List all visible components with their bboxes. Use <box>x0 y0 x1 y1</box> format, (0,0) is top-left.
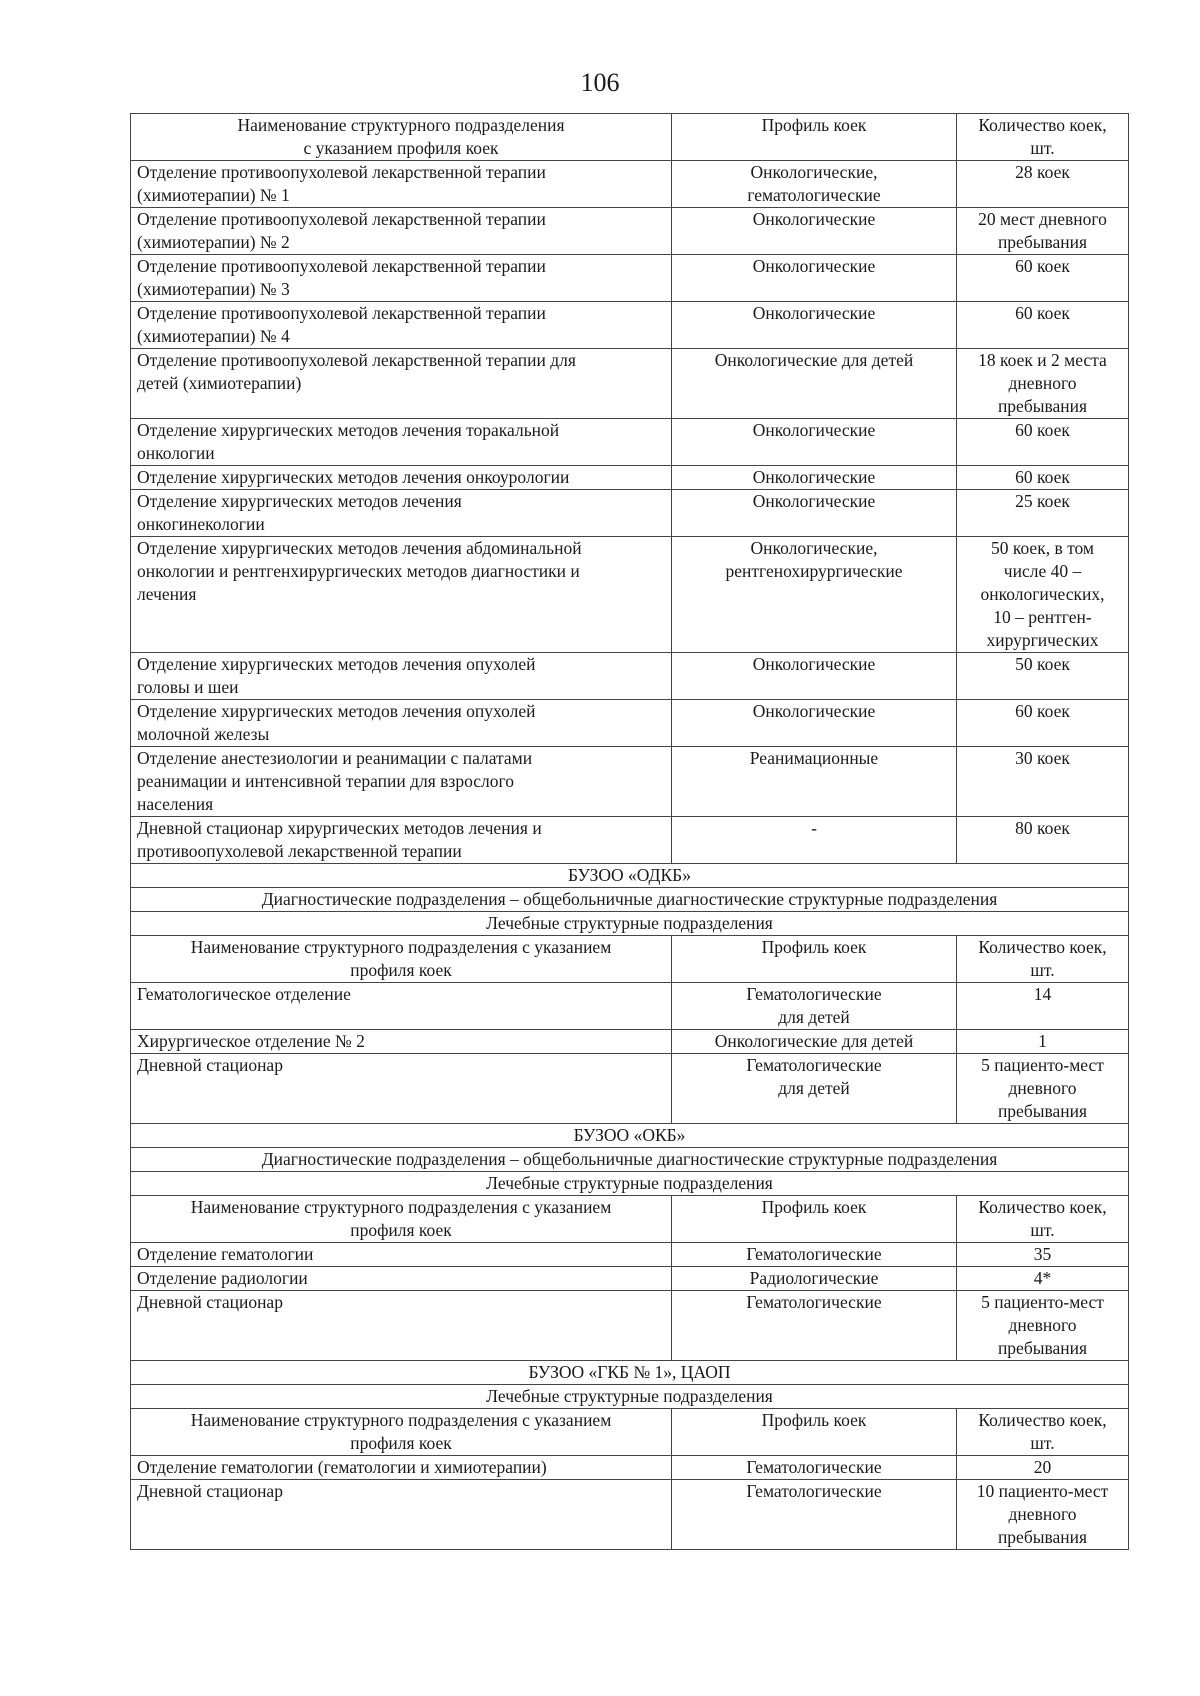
bed-count-cell: 60 коек <box>957 466 1129 490</box>
bed-count-cell: 5 пациенто-мест дневного пребывания <box>957 1054 1129 1124</box>
bed-profile-cell: Гематологические для детей <box>672 983 957 1030</box>
treatment-units-title-row <box>131 912 1129 936</box>
bed-profile-cell: Гематологические <box>672 1456 957 1480</box>
bed-count-cell: 4* <box>957 1267 1129 1291</box>
bed-profile-cell: Радиологические <box>672 1267 957 1291</box>
bed-count-cell: 60 коек <box>957 419 1129 466</box>
department-name-cell: Отделение противоопухолевой лекарственной терапии (химиотерапии) № 1 <box>131 161 672 208</box>
table-row <box>131 1291 1129 1361</box>
table-row <box>131 255 1129 302</box>
table-row <box>131 537 1129 653</box>
table-row <box>131 1480 1129 1550</box>
department-name-cell: Отделение противоопухолевой лекарственной терапии (химиотерапии) № 3 <box>131 255 672 302</box>
department-name-cell: Отделение радиологии <box>131 1267 672 1291</box>
bed-count-cell: 35 <box>957 1243 1129 1267</box>
bed-profile-cell: Гематологические <box>672 1243 957 1267</box>
department-name-cell: Отделение противоопухолевой лекарственной терапии (химиотерапии) № 4 <box>131 302 672 349</box>
organization-title: БУЗОО «ОДКБ» <box>131 864 1129 888</box>
department-name-cell: Отделение хирургических методов лечения онкогинекологии <box>131 490 672 537</box>
bed-profile-cell: Онкологические <box>672 466 957 490</box>
table-row <box>131 1267 1129 1291</box>
bed-profile-cell: Онкологические <box>672 208 957 255</box>
table-row <box>131 817 1129 864</box>
department-name-cell: Дневной стационар хирургических методов лечения и противоопухолевой лекарственной терапии <box>131 817 672 864</box>
table-row <box>131 1243 1129 1267</box>
bed-profile-cell: Онкологические <box>672 255 957 302</box>
bed-count-cell: 5 пациенто-мест дневного пребывания <box>957 1291 1129 1361</box>
table-header-row <box>131 936 1129 983</box>
treatment-units-title: Лечебные структурные подразделения <box>131 1172 1129 1196</box>
bed-count-cell: 50 коек <box>957 653 1129 700</box>
bed-profile-cell: Онкологические <box>672 653 957 700</box>
table-header-row <box>131 1409 1129 1456</box>
table-row <box>131 747 1129 817</box>
treatment-units-title-row <box>131 1172 1129 1196</box>
table-row <box>131 208 1129 255</box>
department-name-cell: Отделение хирургических методов лечения торакальной онкологии <box>131 419 672 466</box>
bed-count-cell: 18 коек и 2 места дневного пребывания <box>957 349 1129 419</box>
header-name-cell: Наименование структурного подразделения с указанием профиля коек <box>131 1196 672 1243</box>
department-name-cell: Отделение гематологии (гематологии и химиотерапии) <box>131 1456 672 1480</box>
department-name-cell: Дневной стационар <box>131 1480 672 1550</box>
bed-count-cell: 1 <box>957 1030 1129 1054</box>
department-name-cell: Отделение хирургических методов лечения онкоурологии <box>131 466 672 490</box>
bed-count-cell: 30 коек <box>957 747 1129 817</box>
bed-profile-cell: Гематологические <box>672 1480 957 1550</box>
bed-count-cell: 80 коек <box>957 817 1129 864</box>
diagnostic-units-title: Диагностические подразделения – общебольничные диагностические структурные подразделения <box>131 888 1129 912</box>
bed-profile-cell: Онкологические <box>672 490 957 537</box>
treatment-units-title: Лечебные структурные подразделения <box>131 1385 1129 1409</box>
header-profile-cell: Профиль коек <box>672 1409 957 1456</box>
table-row <box>131 419 1129 466</box>
table-row <box>131 490 1129 537</box>
organization-title-row <box>131 1361 1129 1385</box>
header-count-cell: Количество коек, шт. <box>957 936 1129 983</box>
organization-title: БУЗОО «ОКБ» <box>131 1124 1129 1148</box>
header-count-cell: Количество коек, шт. <box>957 1409 1129 1456</box>
header-profile-cell: Профиль коек <box>672 936 957 983</box>
bed-count-cell: 20 мест дневного пребывания <box>957 208 1129 255</box>
department-name-cell: Дневной стационар <box>131 1291 672 1361</box>
department-name-cell: Отделение анестезиологии и реанимации с палатами реанимации и интенсивной терапии для взрослого населения <box>131 747 672 817</box>
department-name-cell: Отделение гематологии <box>131 1243 672 1267</box>
diagnostic-units-title-row <box>131 1148 1129 1172</box>
table-row <box>131 1030 1129 1054</box>
department-name-cell: Отделение противоопухолевой лекарственной терапии для детей (химиотерапии) <box>131 349 672 419</box>
table-row <box>131 349 1129 419</box>
diagnostic-units-title-row <box>131 888 1129 912</box>
treatment-units-title-row <box>131 1385 1129 1409</box>
bed-count-cell: 10 пациенто-мест дневного пребывания <box>957 1480 1129 1550</box>
bed-profile-cell: Онкологические <box>672 419 957 466</box>
table-row <box>131 983 1129 1030</box>
department-name-cell: Отделение хирургических методов лечения опухолей молочной железы <box>131 700 672 747</box>
table-row <box>131 466 1129 490</box>
organization-title-row <box>131 864 1129 888</box>
department-name-cell: Отделение противоопухолевой лекарственной терапии (химиотерапии) № 2 <box>131 208 672 255</box>
bed-profile-cell: Гематологические для детей <box>672 1054 957 1124</box>
diagnostic-units-title: Диагностические подразделения – общебольничные диагностические структурные подразделения <box>131 1148 1129 1172</box>
table-header-row <box>131 1196 1129 1243</box>
bed-profile-cell: Онкологические для детей <box>672 349 957 419</box>
bed-count-cell: 60 коек <box>957 302 1129 349</box>
department-name-cell: Дневной стационар <box>131 1054 672 1124</box>
table-row <box>131 302 1129 349</box>
bed-count-cell: 60 коек <box>957 255 1129 302</box>
bed-profile-cell: Онкологические для детей <box>672 1030 957 1054</box>
table-row <box>131 1054 1129 1124</box>
bed-count-cell: 20 <box>957 1456 1129 1480</box>
table-row <box>131 1456 1129 1480</box>
header-count-cell: Количество коек, шт. <box>957 114 1129 161</box>
department-name-cell: Отделение хирургических методов лечения абдоминальной онкологии и рентгенхирургических методов диагностики и лечения <box>131 537 672 653</box>
bed-capacity-table <box>130 113 1129 1550</box>
bed-profile-cell: - <box>672 817 957 864</box>
bed-profile-cell: Онкологические, рентгенохирургические <box>672 537 957 653</box>
bed-profile-cell: Реанимационные <box>672 747 957 817</box>
header-profile-cell: Профиль коек <box>672 114 957 161</box>
bed-profile-cell: Онкологические, гематологические <box>672 161 957 208</box>
table-row <box>131 653 1129 700</box>
header-name-cell: Наименование структурного подразделения с указанием профиля коек <box>131 1409 672 1456</box>
bed-profile-cell: Онкологические <box>672 700 957 747</box>
department-name-cell: Гематологическое отделение <box>131 983 672 1030</box>
header-count-cell: Количество коек, шт. <box>957 1196 1129 1243</box>
bed-count-cell: 60 коек <box>957 700 1129 747</box>
organization-title: БУЗОО «ГКБ № 1», ЦАОП <box>131 1361 1129 1385</box>
organization-title-row <box>131 1124 1129 1148</box>
header-name-cell: Наименование структурного подразделения с указанием профиля коек <box>131 936 672 983</box>
bed-profile-cell: Гематологические <box>672 1291 957 1361</box>
treatment-units-title: Лечебные структурные подразделения <box>131 912 1129 936</box>
bed-count-cell: 14 <box>957 983 1129 1030</box>
bed-count-cell: 25 коек <box>957 490 1129 537</box>
header-name-cell: Наименование структурного подразделения с указанием профиля коек <box>131 114 672 161</box>
header-profile-cell: Профиль коек <box>672 1196 957 1243</box>
bed-profile-cell: Онкологические <box>672 302 957 349</box>
page-number: 106 <box>580 68 620 97</box>
table-header-row <box>131 114 1129 161</box>
table-row <box>131 161 1129 208</box>
department-name-cell: Хирургическое отделение № 2 <box>131 1030 672 1054</box>
bed-count-cell: 28 коек <box>957 161 1129 208</box>
department-name-cell: Отделение хирургических методов лечения опухолей головы и шеи <box>131 653 672 700</box>
table-row <box>131 700 1129 747</box>
bed-count-cell: 50 коек, в том числе 40 – онкологических, 10 – рентген- хирургических <box>957 537 1129 653</box>
